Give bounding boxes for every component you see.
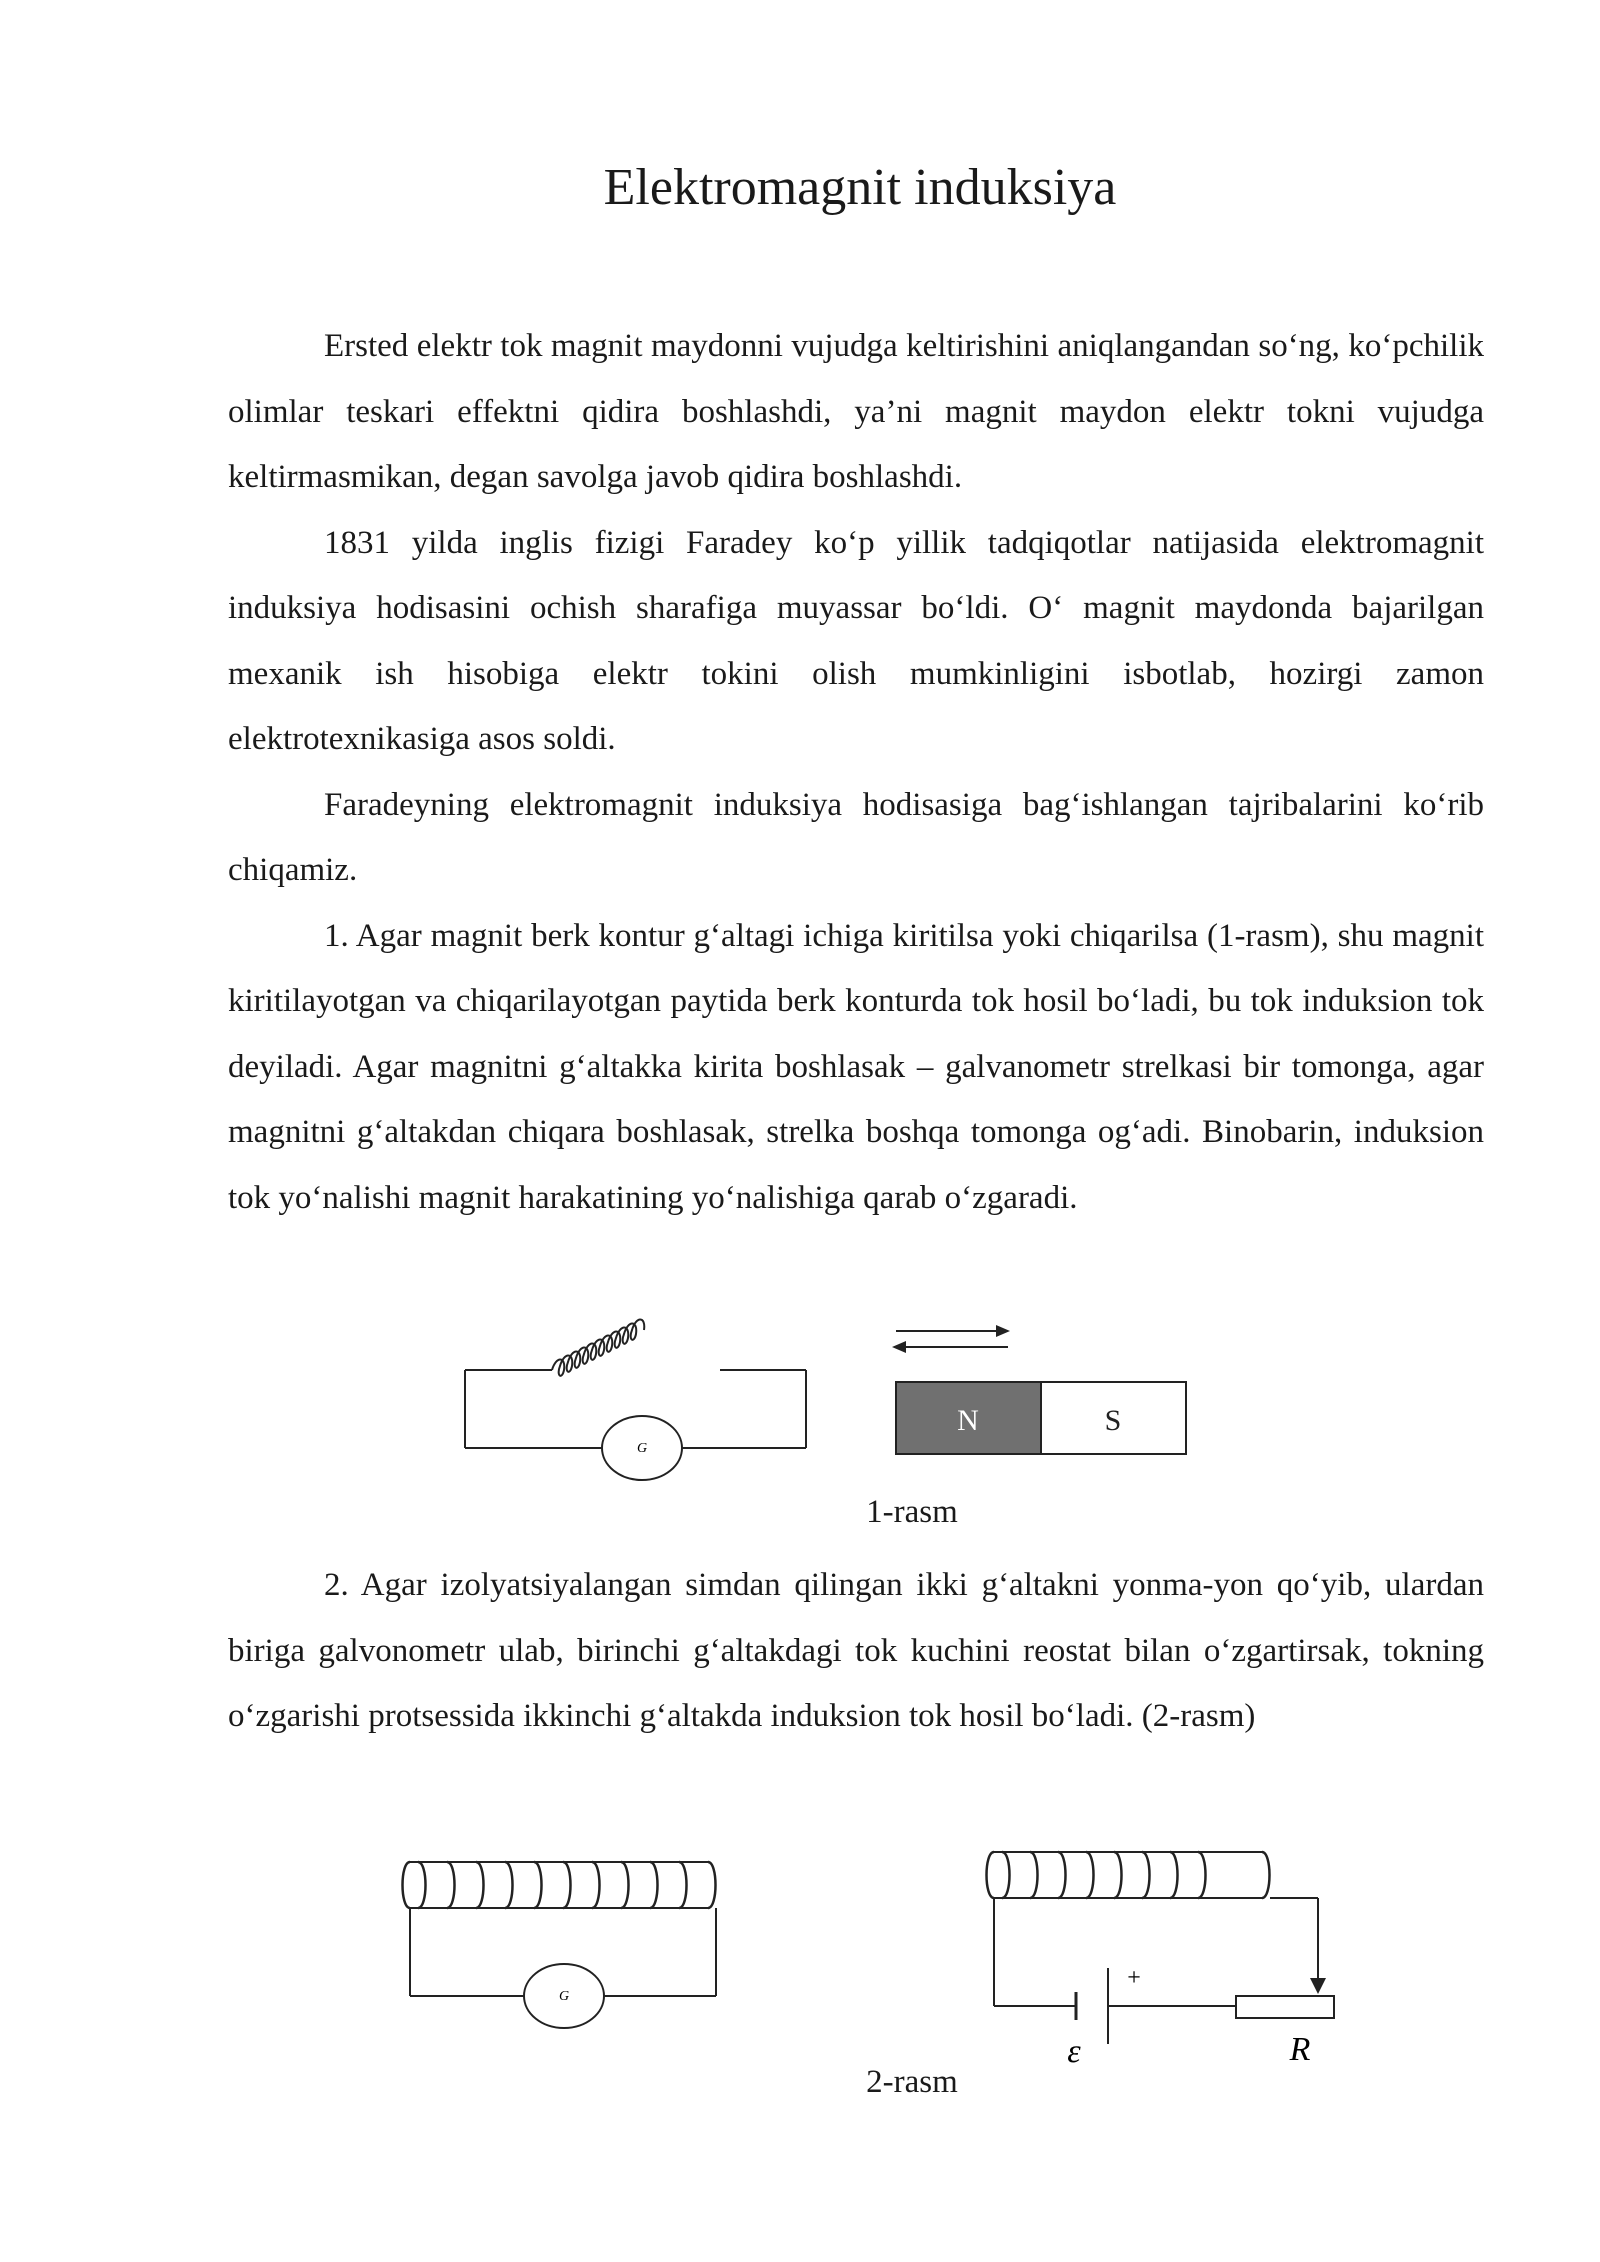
coil-icon xyxy=(552,1320,644,1376)
paragraph-1: Ersted elektr tok magnit maydonni vujudga keltirishini aniqlangandan so‘ng, ko‘pchilik olimlar teskari effektni qidira boshlashdi, ya’ni magnit maydon elektr tokni vujudga keltirmasmikan, degan savolga javob qidira boshlashdi. xyxy=(228,328,1484,495)
paragraph-5: 2. Agar izolyatsiyalangan simdan qilingan ikki g‘altakni yonma-yon qo‘yib, ulardan biriga galvonometr ulab, birinchi g‘altakdagi tok kuchini reostat bilan o‘zgartirsak, tokning o‘zgarishi protsessida ikkinchi g‘altakda induksion tok hosil bo‘ladi. (2-rasm) xyxy=(228,1567,1484,1734)
page-title: Elektromagnit induksiya xyxy=(603,159,1117,216)
north-label: N xyxy=(957,1404,979,1437)
figure-2-caption: 2-rasm xyxy=(866,2064,958,2100)
text-block-1 xyxy=(228,314,1484,1231)
rheostat-slider-arrow-icon xyxy=(1310,1978,1326,1994)
paragraph-2: 1831 yilda inglis fizigi Faradey ko‘p yillik tadqiqotlar natijasida elektromagnit induksiya hodisasini ochish sharafiga muyassar bo‘ldi. O‘ magnit maydonda bajarilgan mexanik ish hisobiga elektr tokini olish mumkinligini isbotlab, hozirgi zamon elektrotexnikasiga asos soldi. xyxy=(228,524,1484,757)
resistor-label: R xyxy=(1289,2031,1311,2068)
paragraph-3: Faradeyning elektromagnit induksiya hodisasiga bag‘ishlangan tajribalarini ko‘rib chiqamiz. xyxy=(228,786,1484,888)
galvanometer-label: G xyxy=(636,1441,648,1456)
text-block-2 xyxy=(228,1553,1484,1750)
figure-1-diagram xyxy=(440,1300,1220,1500)
arrow-right-head xyxy=(996,1325,1010,1337)
solenoid-right-icon xyxy=(987,1852,1270,1898)
figure-1-caption: 1-rasm xyxy=(866,1494,958,1530)
south-label: S xyxy=(1104,1404,1122,1437)
galvanometer-label: G xyxy=(558,1989,570,2004)
figure-2-diagram xyxy=(390,1820,1350,2080)
solenoid-left-icon xyxy=(403,1862,716,1908)
arrow-left-head xyxy=(892,1341,906,1353)
rheostat-icon xyxy=(1236,1996,1334,2018)
emf-label: ε xyxy=(1067,2033,1081,2070)
paragraph-4: 1. Agar magnit berk kontur g‘altagi ichiga kiritilsa yoki chiqarilsa (1-rasm), shu magnit kiritilayotgan va chiqarilayotgan paytida berk konturda tok hosil bo‘ladi, bu tok induksion tok deyiladi. Agar magnitni g‘altakka kirita boshlasak – galvanometr strelkasi bir tomonga, agar magnitni g‘altakdan chiqara boshlasak, strelka boshqa tomonga og‘adi. Binobarin, induksion tok yo‘nalishi magnit harakatining yo‘nalishiga qarab o‘zgaradi. xyxy=(228,917,1484,1216)
battery-plus-label: + xyxy=(1127,1965,1141,1991)
